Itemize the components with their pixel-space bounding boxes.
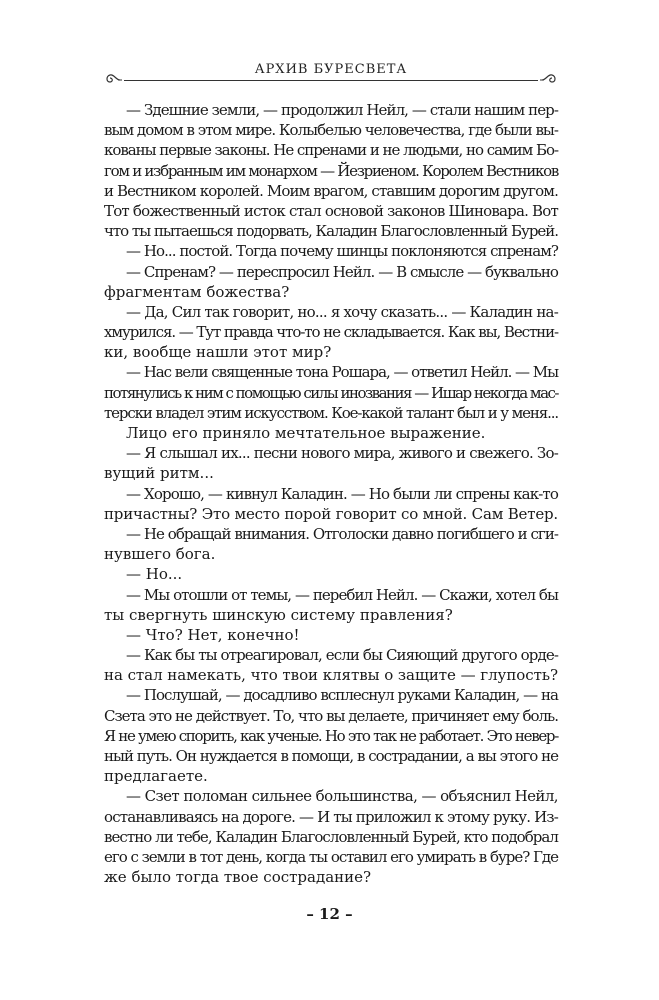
text-line: на стал намекать, что твои клятвы о защите — глупость? (104, 666, 558, 685)
text-line: — Как бы ты отреагировал, если бы Сияющий другого орде- (126, 646, 559, 665)
scroll-ornament-icon (540, 72, 558, 88)
text-line: причастны? Это место порой говорит со мной. Сам Ветер. (104, 504, 558, 523)
text-line: и Вестником королей. Моим врагом, ставшим дорогим другом. (104, 181, 558, 200)
running-header-title: АРХИВ БУРЕСВЕТА (241, 62, 422, 77)
text-line: Сзета это не действует. То, что вы делаете, причиняет ему боль. (104, 706, 558, 725)
text-line: гом и избранным им монархом — Йезриеном. Королем Вестников (104, 161, 558, 180)
text-line: предлагаете. (104, 767, 208, 786)
body-text (104, 100, 558, 887)
text-line: Тот божественный исток стал основой законов Шиновара. Вот (104, 201, 558, 220)
text-line: — Да, Сил так говорит, но... я хочу сказать... — Каладин на- (126, 302, 558, 321)
text-line: же было тогда твое сострадание? (104, 868, 372, 887)
text-line: — Я слышал их... песни нового мира, живого и свежего. Зо- (126, 444, 558, 463)
text-line: Лицо его приняло мечтательное выражение. (126, 424, 486, 442)
text-line: вым домом в этом мире. Колыбелью человечества, где были вы- (104, 121, 558, 140)
text-line: нувшего бога. (104, 545, 216, 564)
text-line: терски владел этим искусством. Кое-какой талант был и у меня... (104, 403, 558, 422)
text-line: — Сзет поломан сильнее большинства, — объяснил Нейл, (126, 787, 558, 806)
text-line: — Послушай, — досадливо всплеснул руками Каладин, — на (126, 686, 558, 705)
running-header (104, 60, 558, 90)
text-line: его с земли в тот день, когда ты оставил его умирать в буре? Где (104, 847, 558, 866)
text-line: останавливаясь на дороге. — И ты приложил к этому руку. Из- (104, 807, 558, 826)
text-line: — Нас вели священные тона Рошара, — ответил Нейл. — Мы (126, 363, 558, 382)
header-rule (124, 80, 538, 81)
text-line: — Но... постой. Тогда почему шинцы поклоняются спренам? (126, 242, 558, 261)
page-number: – 12 – (306, 905, 353, 923)
text-line: — Но... (126, 565, 183, 584)
scroll-ornament-icon (104, 72, 122, 88)
text-line: — Хорошо, — кивнул Каладин. — Но были ли спрены как-то (126, 484, 558, 503)
text-line: потянулись к ним с помощью силы инозвания — Ишар некогда мас- (104, 383, 558, 402)
text-line: фрагментам божества? (104, 282, 290, 301)
text-line: ты свергнуть шинскую систему правления? (104, 605, 453, 624)
text-line: вестно ли тебе, Каладин Благословленный Бурей, кто подобрал (104, 827, 558, 846)
text-line: Я не умею спорить, как ученые. Но это так не работает. Это невер- (104, 726, 558, 745)
text-line: вущий ритм... (104, 464, 214, 483)
text-line: — Мы отошли от темы, — перебил Нейл. — Скажи, хотел бы (126, 585, 558, 604)
text-line: — Что? Нет, конечно! (126, 625, 300, 644)
text-line: — Не обращай внимания. Отголоски давно погибшего и сги- (126, 524, 558, 543)
text-line: — Здешние земли, — продолжил Нейл, — стали нашим пер- (126, 101, 558, 119)
text-line: ный путь. Он нуждается в помощи, в сострадании, а вы этого не (104, 747, 558, 765)
text-line: хмурился. — Тут правда что-то не складывается. Как вы, Вестни- (104, 323, 558, 342)
text-line: что ты пытаешься подорвать, Каладин Благословленный Бурей. (104, 222, 558, 241)
text-line: кованы первые законы. Не спренами и не людьми, но самим Бо- (104, 141, 558, 160)
text-line: — Спренам? — переспросил Нейл. — В смысле — буквально (126, 262, 558, 281)
text-line: ки, вообще нашли этот мир? (104, 343, 332, 362)
